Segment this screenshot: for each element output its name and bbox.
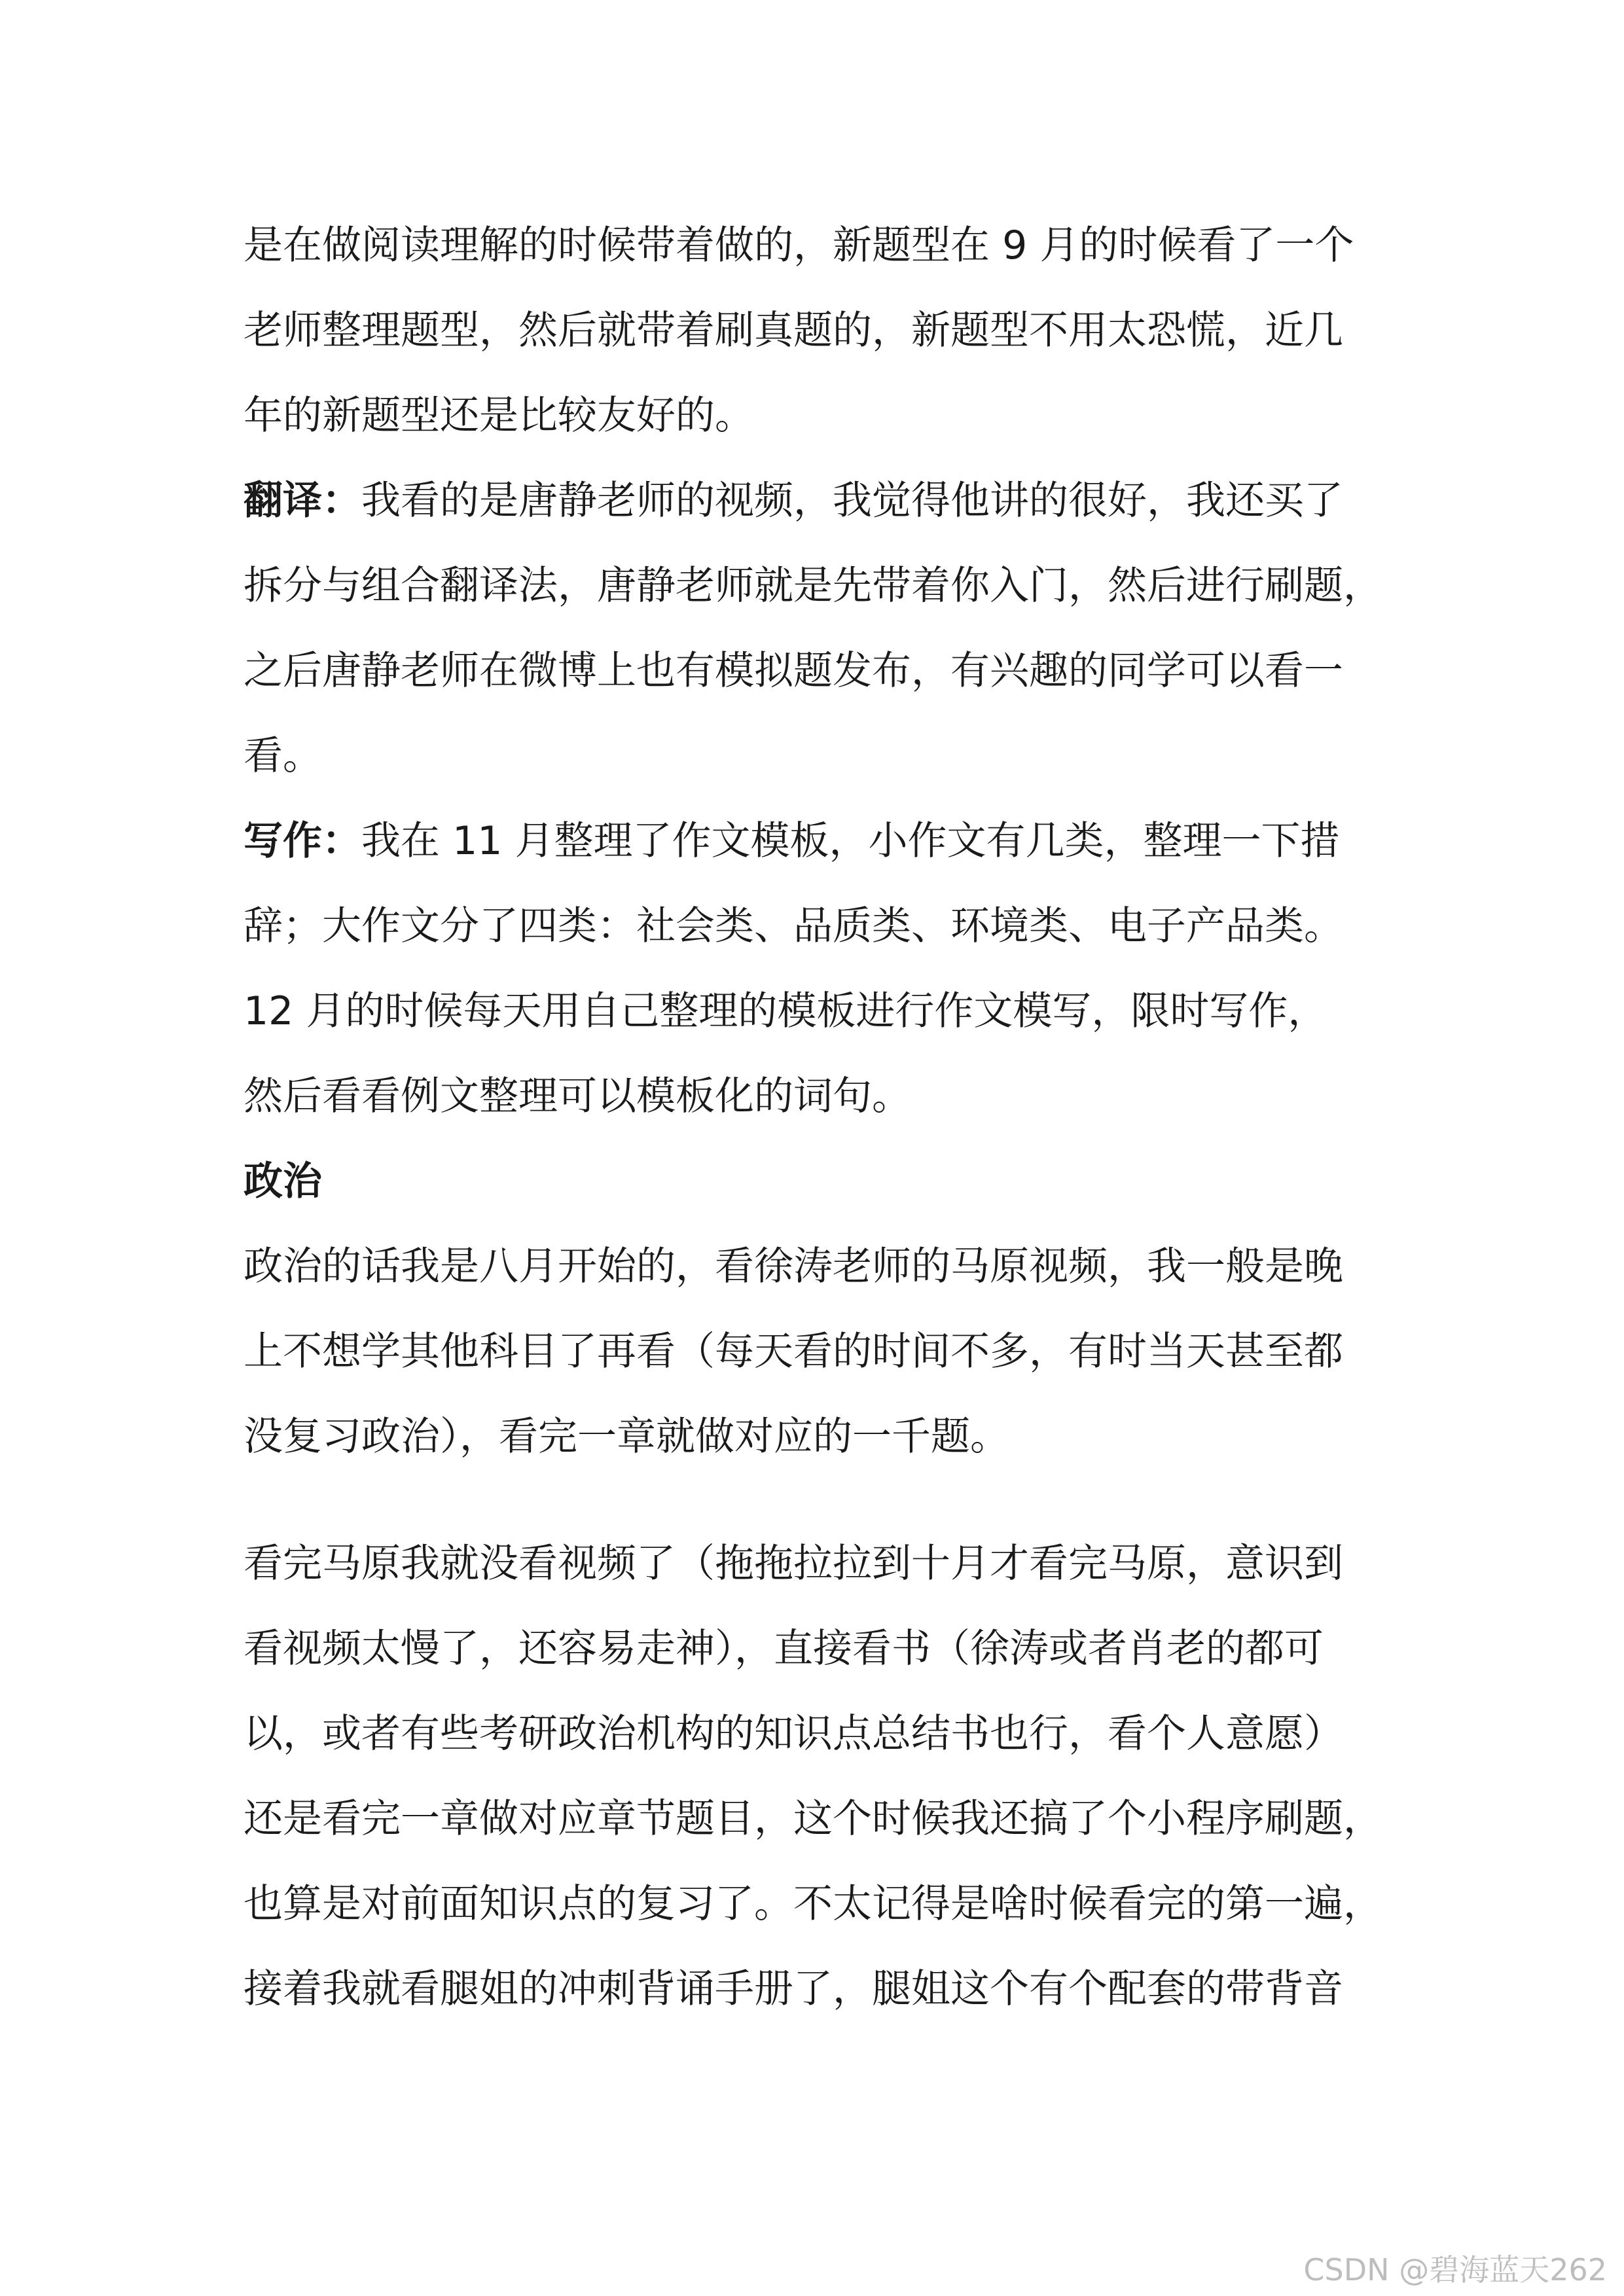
watermark: CSDN @碧海蓝天262 (1303, 2252, 1607, 2287)
paragraph-line: 年的新题型还是比较友好的。 (244, 393, 754, 439)
paragraph-line (244, 798, 1386, 884)
paragraph-line: 还是看完一章做对应章节题目，这个时候我还搞了个小程序刷题， (244, 1796, 1382, 1842)
paragraph-line: 拆分与组合翻译法，唐静老师就是先带着你入门，然后进行刷题， (244, 563, 1382, 609)
paragraph-line: 辞；大作文分了四类：社会类、品质类、环境类、电子产品类。 (244, 903, 1343, 949)
paragraph-line: 没复习政治），看完一章就做对应的一千题。 (244, 1414, 1009, 1460)
section-label-writing: 写作： (244, 818, 361, 864)
paragraph-line: 上不想学其他科目了再看（每天看的时间不多，有时当天甚至都 (244, 1329, 1343, 1374)
paragraph-text: 我看的是唐静老师的视频，我觉得他讲的很好，我还买了 (361, 478, 1343, 524)
paragraph-line: 接着我就看腿姐的冲刺背诵手册了，腿姐这个有个配套的带背音 (244, 1966, 1343, 2012)
paragraph-line: 看。 (244, 733, 322, 779)
paragraph-spacer (244, 1479, 1386, 1521)
paragraph-line: 政治的话我是八月开始的，看徐涛老师的马原视频，我一般是晚 (244, 1244, 1343, 1289)
section-heading-politics: 政治 (244, 1158, 322, 1204)
paragraph-text: 我在 11 月整理了作文模板，小作文有几类，整理一下措 (361, 818, 1340, 864)
paragraph-line: 以，或者有些考研政治机构的知识点总结书也行，看个人意愿） (244, 1711, 1343, 1757)
paragraph-line: 然后看看例文整理可以模板化的词句。 (244, 1073, 911, 1119)
paragraph-line: 看视频太慢了，还容易走神），直接看书（徐涛或者肖老的都可 (244, 1626, 1324, 1672)
paragraph-line: 是在做阅读理解的时候带着做的，新题型在 9 月的时候看了一个 (244, 223, 1354, 268)
paragraph-line: 也算是对前面知识点的复习了。不太记得是啥时候看完的第一遍， (244, 1881, 1382, 1927)
section-label-translation: 翻译： (244, 478, 361, 524)
paragraph-line: 12 月的时候每天用自己整理的模板进行作文模写，限时写作， (244, 988, 1327, 1034)
paragraph-line: 老师整理题型，然后就带着刷真题的，新题型不用太恐慌，近几 (244, 308, 1343, 353)
paragraph-line: 看完马原我就没看视频了（拖拖拉拉到十月才看完马原，意识到 (244, 1541, 1343, 1587)
body-text (244, 203, 1386, 2032)
paragraph-line: 之后唐静老师在微博上也有模拟题发布，有兴趣的同学可以看一 (244, 648, 1343, 694)
paragraph-line (244, 458, 1386, 543)
